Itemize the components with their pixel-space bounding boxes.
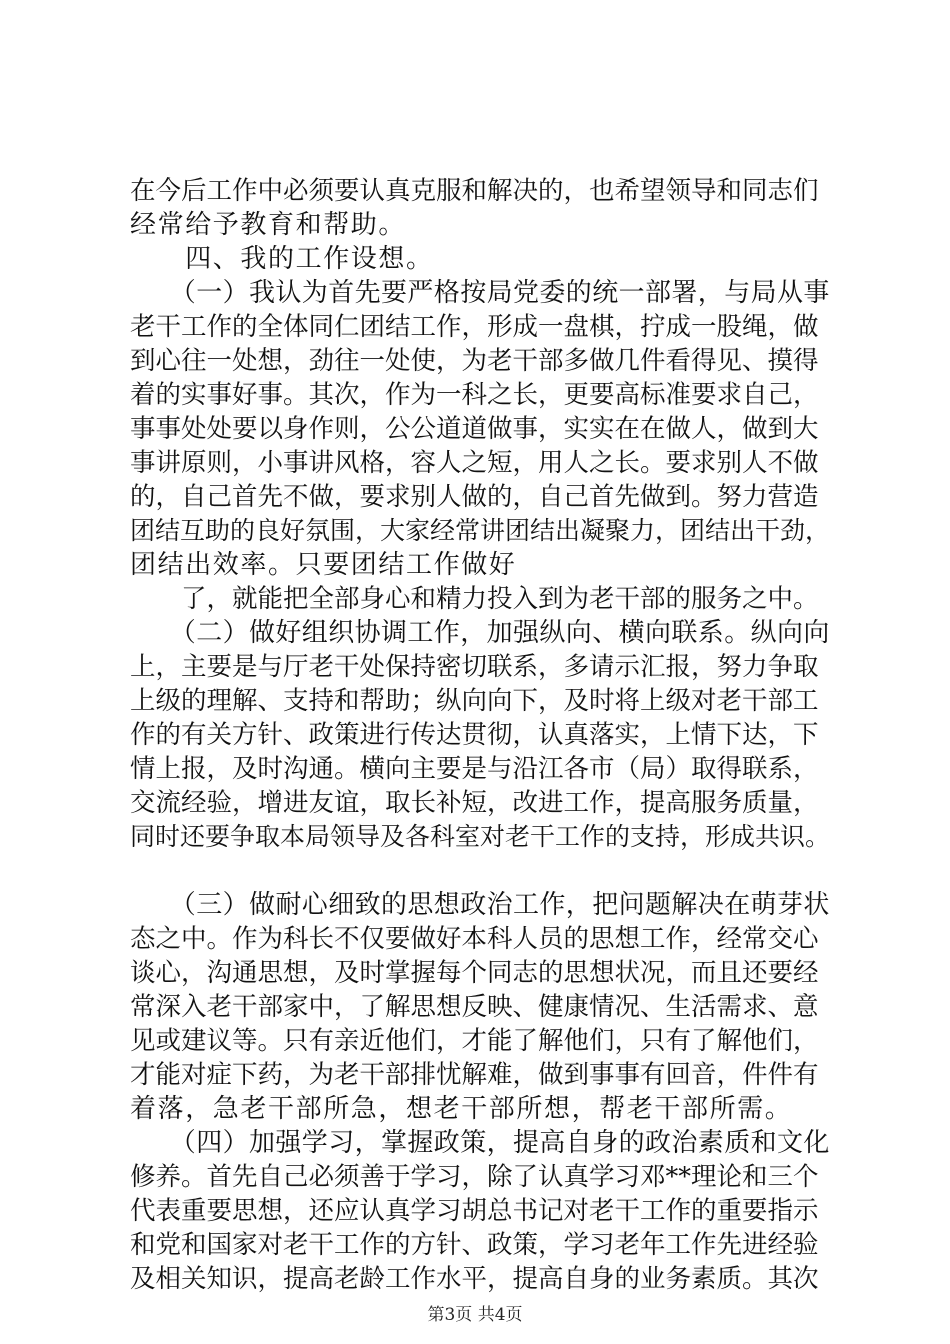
text-line: 事讲原则，小事讲风格，容人之短，用人之长。要求别人不做 bbox=[130, 448, 819, 478]
text-line: 修养。首先自己必须善于学习，除了认真学习邓**理论和三个 bbox=[130, 1162, 819, 1192]
text-line: 代表重要思想，还应认真学习胡总书记对老干工作的重要指示 bbox=[130, 1196, 819, 1226]
text-line: 态之中。作为科长不仅要做好本科人员的思想工作，经常交心 bbox=[130, 924, 819, 954]
text-line: 同时还要争取本局领导及各科室对老干工作的支持，形成共识。 bbox=[130, 822, 831, 851]
text-line: 情上报，及时沟通。横向主要是与沿江各市（局）取得联系， bbox=[130, 754, 819, 784]
text-line: 在今后工作中必须要认真克服和解决的，也希望领导和同志们 bbox=[130, 176, 819, 206]
text-line: 的，自己首先不做，要求别人做的，自己首先做到。努力营造 bbox=[130, 482, 819, 512]
text-line: 谈心，沟通思想，及时掌握每个同志的思想状况，而且还要经 bbox=[130, 958, 819, 988]
text-line: 交流经验，增进友谊，取长补短，改进工作，提高服务质量， bbox=[130, 788, 819, 818]
text-line: 团结互助的良好氛围，大家经常讲团结出凝聚力，团结出干劲， bbox=[130, 516, 831, 545]
text-line: （四）加强学习，掌握政策，提高自身的政治素质和文化 bbox=[130, 1128, 830, 1158]
text-line: 着的实事好事。其次，作为一科之长，更要高标准要求自己， bbox=[130, 380, 819, 410]
text-line: 四、我的工作设想。 bbox=[130, 244, 434, 274]
text-line: 经常给予教育和帮助。 bbox=[130, 210, 407, 240]
text-line: 上级的理解、支持和帮助；纵向向下，及时将上级对老干部工 bbox=[130, 686, 819, 716]
text-line: 事事处处要以身作则，公公道道做事，实实在在做人，做到大 bbox=[130, 414, 819, 444]
text-line: 了，就能把全部身心和精力投入到为老干部的服务之中。 bbox=[130, 584, 819, 614]
text-line: （一）我认为首先要严格按局党委的统一部署，与局从事 bbox=[130, 278, 830, 308]
text-line: 见或建议等。只有亲近他们，才能了解他们，只有了解他们， bbox=[130, 1026, 819, 1056]
text-line: 和党和国家对老干工作的方针、政策，学习老年工作先进经验 bbox=[130, 1230, 819, 1260]
text-line: 及相关知识，提高老龄工作水平，提高自身的业务素质。其次 bbox=[130, 1264, 819, 1294]
text-line: 老干工作的全体同仁团结工作，形成一盘棋，拧成一股绳，做 bbox=[130, 312, 819, 342]
page-footer: 第3页 共4页 bbox=[427, 1305, 523, 1325]
text-line: 着落，急老干部所急，想老干部所想，帮老干部所需。 bbox=[130, 1094, 793, 1124]
text-line: 上，主要是与厅老干处保持密切联系，多请示汇报，努力争取 bbox=[130, 652, 819, 682]
text-line: 到心往一处想，劲往一处使，为老干部多做几件看得见、摸得 bbox=[130, 346, 819, 376]
text-line: 作的有关方针、政策进行传达贯彻，认真落实，上情下达，下 bbox=[130, 720, 819, 750]
text-line: 才能对症下药，为老干部排忧解难，做到事事有回音，件件有 bbox=[130, 1060, 819, 1090]
text-line: （二）做好组织协调工作，加强纵向、横向联系。纵向向 bbox=[130, 618, 830, 648]
text-line: （三）做耐心细致的思想政治工作，把问题解决在萌芽状 bbox=[130, 890, 830, 920]
text-line: 常深入老干部家中，了解思想反映、健康情况、生活需求、意 bbox=[130, 992, 819, 1022]
text-line: 团结出效率。只要团结工作做好 bbox=[130, 550, 517, 580]
